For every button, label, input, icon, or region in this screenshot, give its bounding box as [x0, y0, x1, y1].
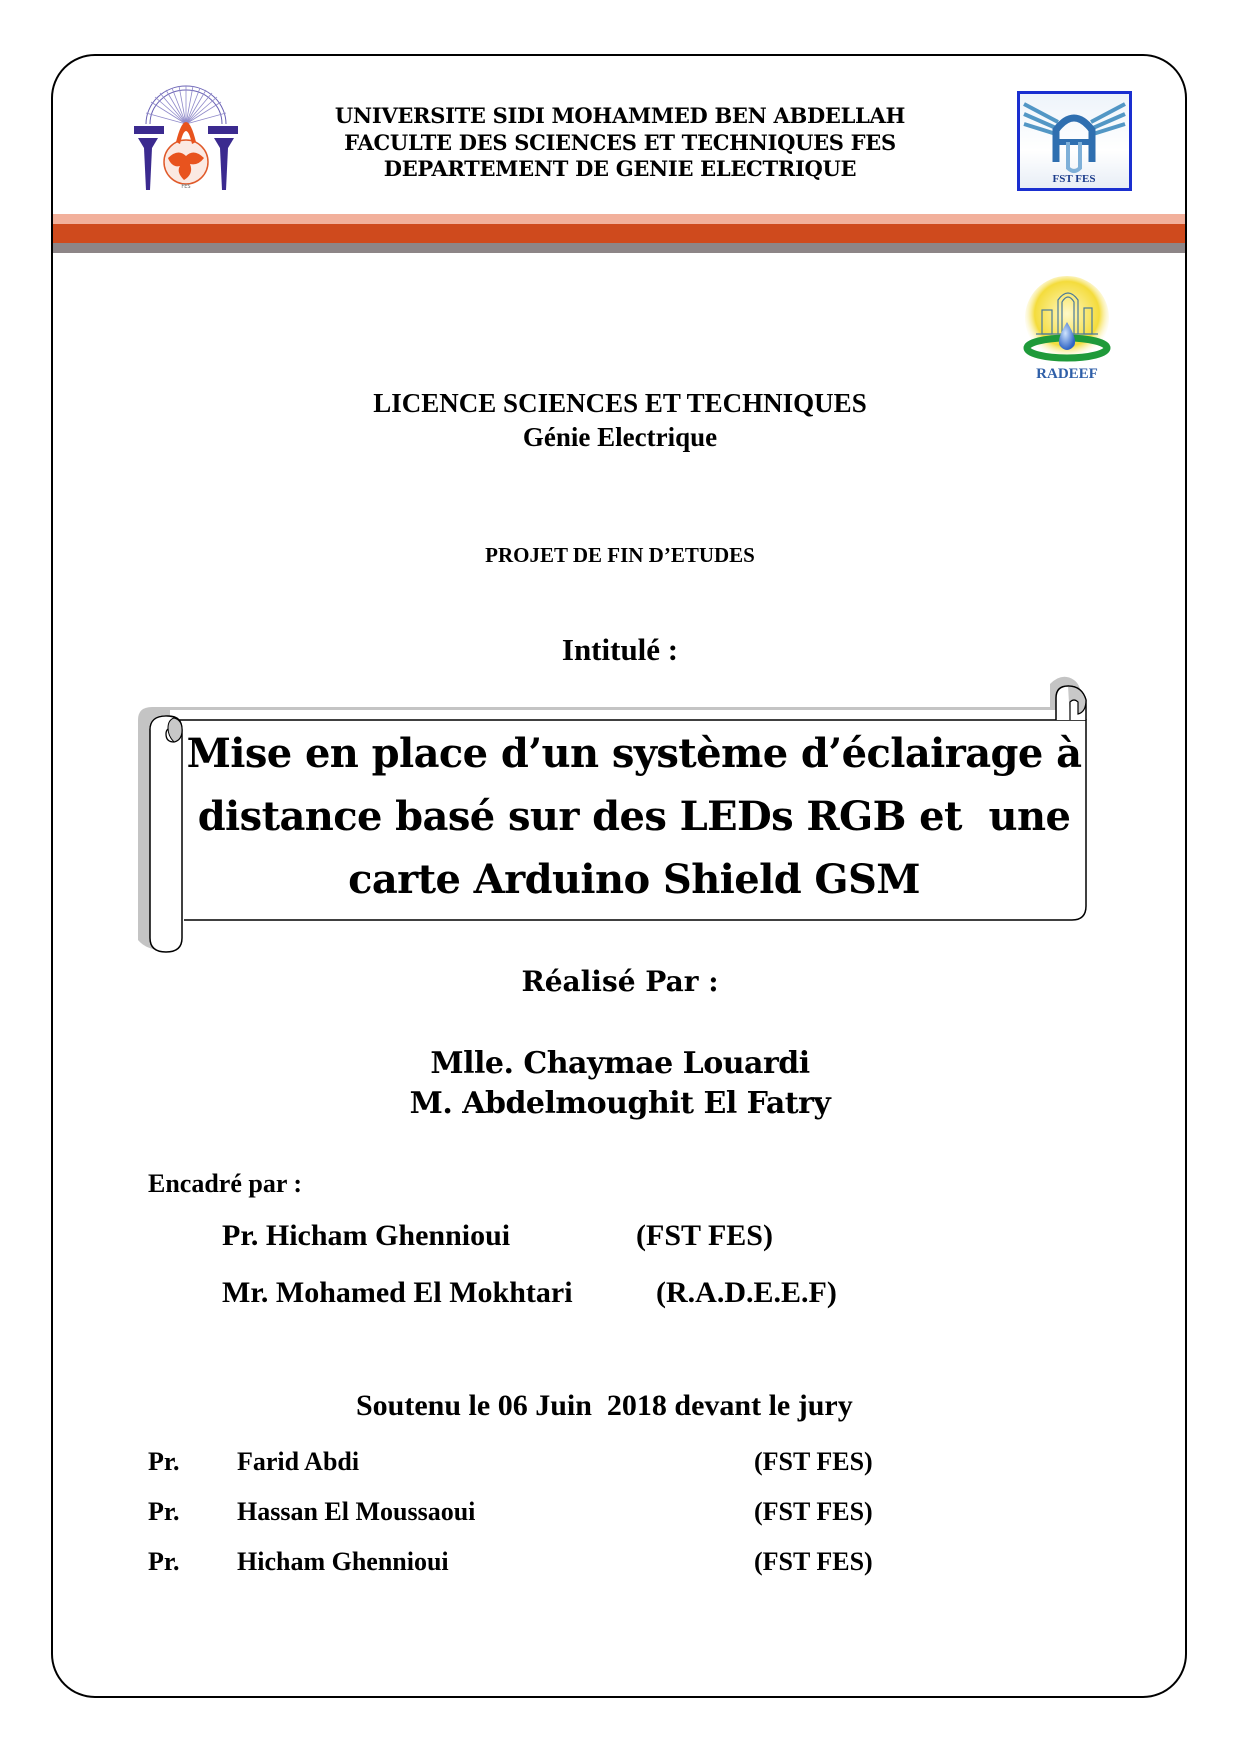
- header-stripe-light: [53, 214, 1185, 224]
- radeef-logo: [1018, 274, 1116, 384]
- jury-member-row: [148, 1497, 908, 1531]
- project-title-line: distance basé sur des LEDs RGB et une: [197, 793, 1071, 840]
- supervisor-name: Pr. Hicham Ghennioui: [222, 1219, 511, 1252]
- project-title-line: Mise en place d’un système d’éclairage à: [186, 730, 1082, 777]
- author-name: Mlle. Chaymae Louardi: [430, 1046, 810, 1081]
- jury-title: Pr.: [148, 1547, 180, 1576]
- defense-date-label: Soutenu le 06 Juin 2018 devant le jury: [356, 1389, 853, 1422]
- jury-title: Pr.: [148, 1447, 180, 1476]
- jury-name: Hassan El Moussaoui: [237, 1497, 476, 1526]
- fst-fes-logo: [1017, 91, 1132, 191]
- jury-member-row: [148, 1547, 908, 1581]
- svg-text:FES: FES: [181, 184, 191, 190]
- project-title-line: carte Arduino Shield GSM: [348, 856, 920, 903]
- jury-title: Pr.: [148, 1497, 180, 1526]
- project-title: [184, 722, 1084, 911]
- jury-name: Hicham Ghennioui: [237, 1547, 449, 1576]
- supervisor-name: Mr. Mohamed El Mokhtari: [222, 1276, 573, 1309]
- jury-name: Farid Abdi: [237, 1447, 360, 1476]
- fst-emblem-icon: [1020, 94, 1129, 188]
- university-emblem-icon: [132, 82, 240, 192]
- title-label: Intitulé :: [561, 632, 679, 667]
- radeef-emblem-icon: [1018, 274, 1116, 384]
- supervisor-institution: (FST FES): [636, 1219, 773, 1252]
- degree-specialty: Génie Electrique: [522, 422, 718, 452]
- svg-text:FST FES: FST FES: [1052, 173, 1096, 185]
- authors-label: Réalisé Par :: [521, 965, 719, 998]
- supervisor-institution: (R.A.D.E.E.F): [656, 1276, 837, 1309]
- supervisors-label: Encadré par :: [148, 1169, 303, 1198]
- jury-institution: (FST FES): [754, 1547, 873, 1576]
- jury-member-row: [148, 1447, 908, 1481]
- author-name: M. Abdelmoughit El Fatry: [409, 1086, 831, 1121]
- department-name: DEPARTEMENT DE GENIE ELECTRIQUE: [383, 156, 857, 181]
- jury-institution: (FST FES): [754, 1497, 873, 1526]
- university-name: UNIVERSITE SIDI MOHAMMED BEN ABDELLAH: [334, 103, 906, 128]
- header-stripe-red: [53, 224, 1185, 243]
- svg-text:RADEEF: RADEEF: [1036, 366, 1098, 382]
- faculty-name: FACULTE DES SCIENCES ET TECHNIQUES FES: [344, 130, 896, 155]
- degree-title: LICENCE SCIENCES ET TECHNIQUES: [373, 388, 867, 418]
- project-type-label: PROJET DE FIN D’ETUDES: [485, 543, 755, 567]
- header-stripe-gray: [53, 243, 1185, 253]
- usmba-university-logo: [132, 82, 240, 192]
- jury-institution: (FST FES): [754, 1447, 873, 1476]
